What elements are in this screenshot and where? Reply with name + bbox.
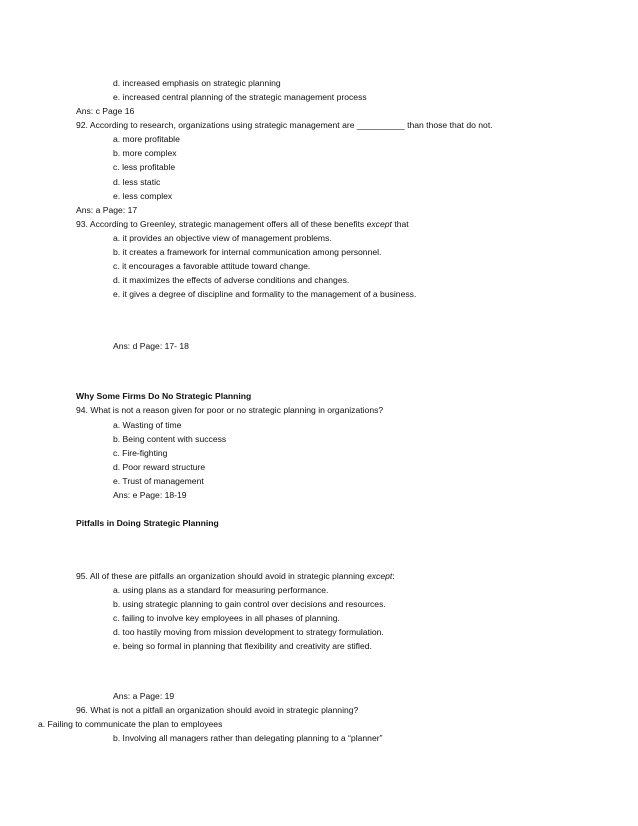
q94-option-e: e. Trust of management [113, 476, 204, 486]
q92-option-d: d. less static [113, 177, 161, 187]
q93-question [76, 220, 409, 229]
q95-question-post: : [392, 571, 395, 581]
q92-answer: Ans: a Page: 17 [76, 205, 138, 215]
q94-option-d: d. Poor reward structure [113, 462, 206, 472]
q92-option-b: b. more complex [113, 148, 177, 158]
q93-answer: Ans: d Page: 17- 18 [113, 341, 189, 351]
q93-option-d: d. it maximizes the effects of adverse conditions and changes. [113, 275, 350, 285]
q94-option-a: a. Wasting of time [113, 420, 182, 430]
q93-option-a: a. it provides an objective view of management problems. [113, 233, 332, 243]
q91-option-e: e. increased central planning of the strategic management process [113, 92, 367, 102]
q93-option-c: c. it encourages a favorable attitude toward change. [113, 261, 311, 271]
section-heading-why-no-planning: Why Some Firms Do No Strategic Planning [76, 391, 252, 401]
q93-question-except: except [366, 219, 392, 229]
q94-option-b: b. Being content with success [113, 434, 227, 444]
q93-option-e: e. it gives a degree of discipline and formality to the management of a business. [113, 289, 417, 299]
q94-question: 94. What is not a reason given for poor or no strategic planning in organizations? [76, 405, 384, 415]
q92-option-e: e. less complex [113, 191, 173, 201]
q96-option-a: a. Failing to communicate the plan to employees [38, 719, 223, 729]
q93-option-b: b. it creates a framework for internal communication among personnel. [113, 247, 382, 257]
q96-question: 96. What is not a pitfall an organization should avoid in strategic planning? [76, 705, 359, 715]
q93-question-pre: 93. According to Greenley, strategic management offers all of these benefits [76, 219, 367, 229]
section-heading-pitfalls: Pitfalls in Doing Strategic Planning [76, 518, 219, 528]
q95-option-d: d. too hastily moving from mission development to strategy formulation. [113, 627, 384, 637]
q95-option-a: a. using plans as a standard for measuring performance. [113, 585, 329, 595]
q94-option-c: c. Fire-fighting [113, 448, 168, 458]
q95-question-pre: 95. All of these are pitfalls an organization should avoid in strategic planning [76, 571, 367, 581]
q96-option-b: b. Involving all managers rather than delegating planning to a “planner” [113, 733, 383, 743]
q93-question-post: that [391, 219, 409, 229]
q95-option-b: b. using strategic planning to gain control over decisions and resources. [113, 599, 386, 609]
q92-option-a: a. more profitable [113, 134, 180, 144]
q95-option-e: e. being so formal in planning that flexibility and creativity are stifled. [113, 641, 372, 651]
q95-question-except: except [366, 571, 393, 581]
q95-question [76, 572, 395, 581]
q95-answer: Ans: a Page: 19 [113, 691, 175, 701]
q94-answer: Ans: e Page: 18-19 [113, 490, 187, 500]
q92-option-c: c. less profitable [113, 162, 176, 172]
q92-question: 92. According to research, organizations using strategic management are __________ than those that do not. [76, 120, 493, 130]
q95-option-c: c. failing to involve key employees in all phases of planning. [113, 613, 340, 623]
q91-option-d: d. increased emphasis on strategic planning [113, 78, 281, 88]
q91-answer: Ans: c Page 16 [76, 106, 135, 116]
